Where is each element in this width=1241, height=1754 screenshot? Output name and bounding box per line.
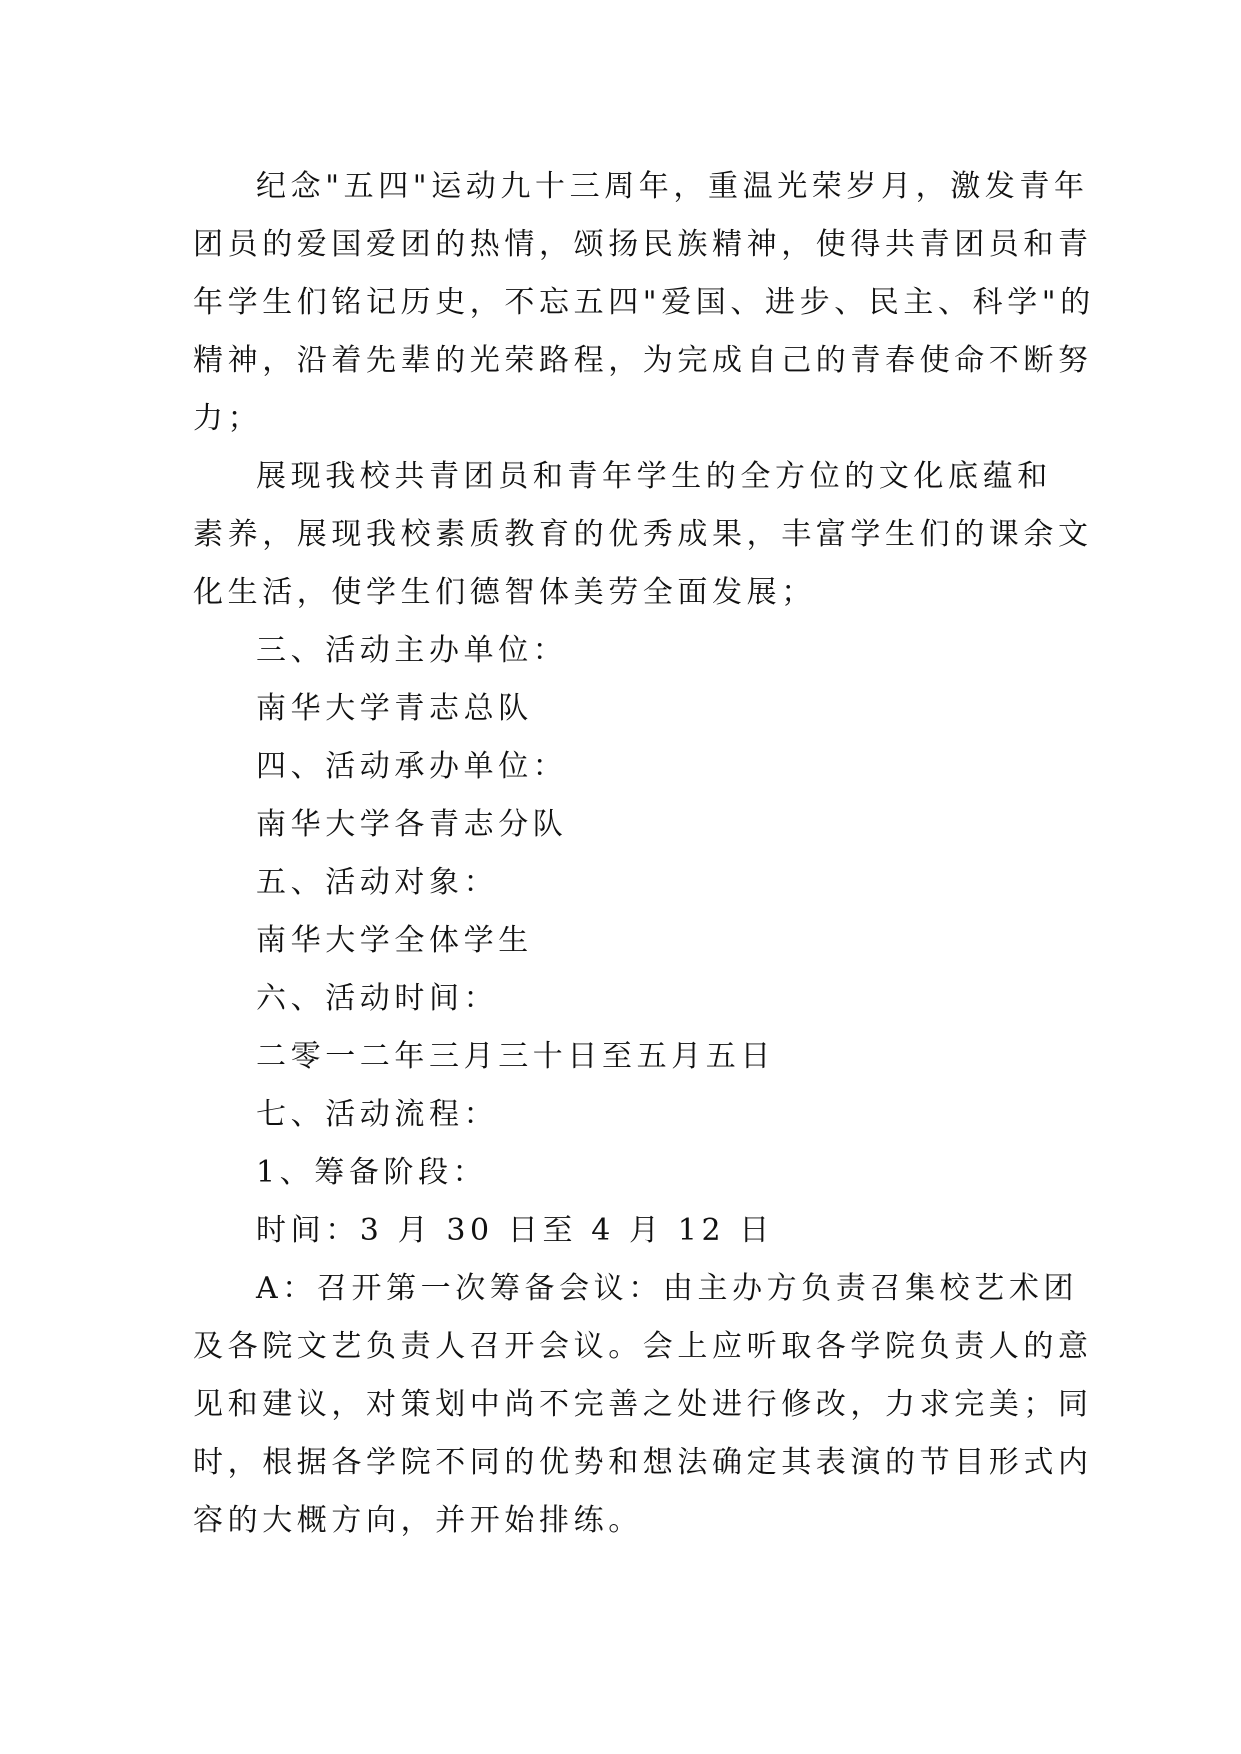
- text-line: 展现我校共青团员和青年学生的全方位的文化底蕴和: [256, 459, 1052, 494]
- paragraph: [193, 1260, 1093, 1550]
- text-line: 年学生们铭记历史，不忘五四"爱国、进步、民主、科学"的: [193, 285, 1095, 320]
- text-line: 七、活动流程：: [256, 1097, 499, 1132]
- text-line: 时间：3 月 30 日至 4 月 12 日: [256, 1213, 774, 1248]
- paragraph: [193, 1028, 1059, 1086]
- text-line: 1、筹备阶段：: [256, 1155, 488, 1190]
- text-line: 团员的爱国爱团的热情，颂扬民族精神，使得共青团员和青: [193, 227, 1093, 262]
- paragraph: [193, 1086, 1059, 1144]
- paragraph: [193, 1144, 1059, 1202]
- text-line: 五、活动对象：: [256, 865, 499, 900]
- text-line: 三、活动主办单位：: [256, 633, 568, 668]
- text-line: 四、活动承办单位：: [256, 749, 568, 784]
- text-line: 南华大学各青志分队: [256, 807, 568, 842]
- text-line: 化生活，使学生们德智体美劳全面发展；: [193, 575, 816, 610]
- text-line: 素养，展现我校素质教育的优秀成果，丰富学生们的课余文: [193, 517, 1093, 552]
- text-line: 纪念"五四"运动九十三周年，重温光荣岁月，激发青年: [256, 169, 1089, 204]
- text-line: 南华大学全体学生: [256, 923, 533, 958]
- paragraph: [193, 158, 1095, 448]
- text-line: 时，根据各学院不同的优势和想法确定其表演的节目形式内: [193, 1445, 1093, 1480]
- text-line: 力；: [193, 401, 263, 436]
- text-line: 精神，沿着先辈的光荣路程，为完成自己的青春使命不断努: [193, 343, 1093, 378]
- document-body: [193, 158, 1095, 1550]
- paragraph: [193, 854, 1059, 912]
- text-line: 见和建议，对策划中尚不完善之处进行修改，力求完美；同: [193, 1387, 1093, 1422]
- text-line: 及各院文艺负责人召开会议。会上应听取各学院负责人的意: [193, 1329, 1093, 1364]
- paragraph: [193, 796, 1059, 854]
- text-line: 二零一二年三月三十日至五月五日: [256, 1039, 775, 1074]
- text-line: 南华大学青志总队: [256, 691, 533, 726]
- paragraph: [193, 448, 1093, 622]
- text-line: 容的大概方向，并开始排练。: [193, 1503, 643, 1538]
- text-line: A：召开第一次筹备会议：由主办方负责召集校艺术团: [256, 1271, 1079, 1306]
- paragraph: [193, 680, 1059, 738]
- paragraph: [193, 912, 1059, 970]
- text-line: 六、活动时间：: [256, 981, 499, 1016]
- paragraph: [193, 622, 1059, 680]
- paragraph: [193, 738, 1059, 796]
- paragraph: [193, 1202, 1059, 1260]
- paragraph: [193, 970, 1059, 1028]
